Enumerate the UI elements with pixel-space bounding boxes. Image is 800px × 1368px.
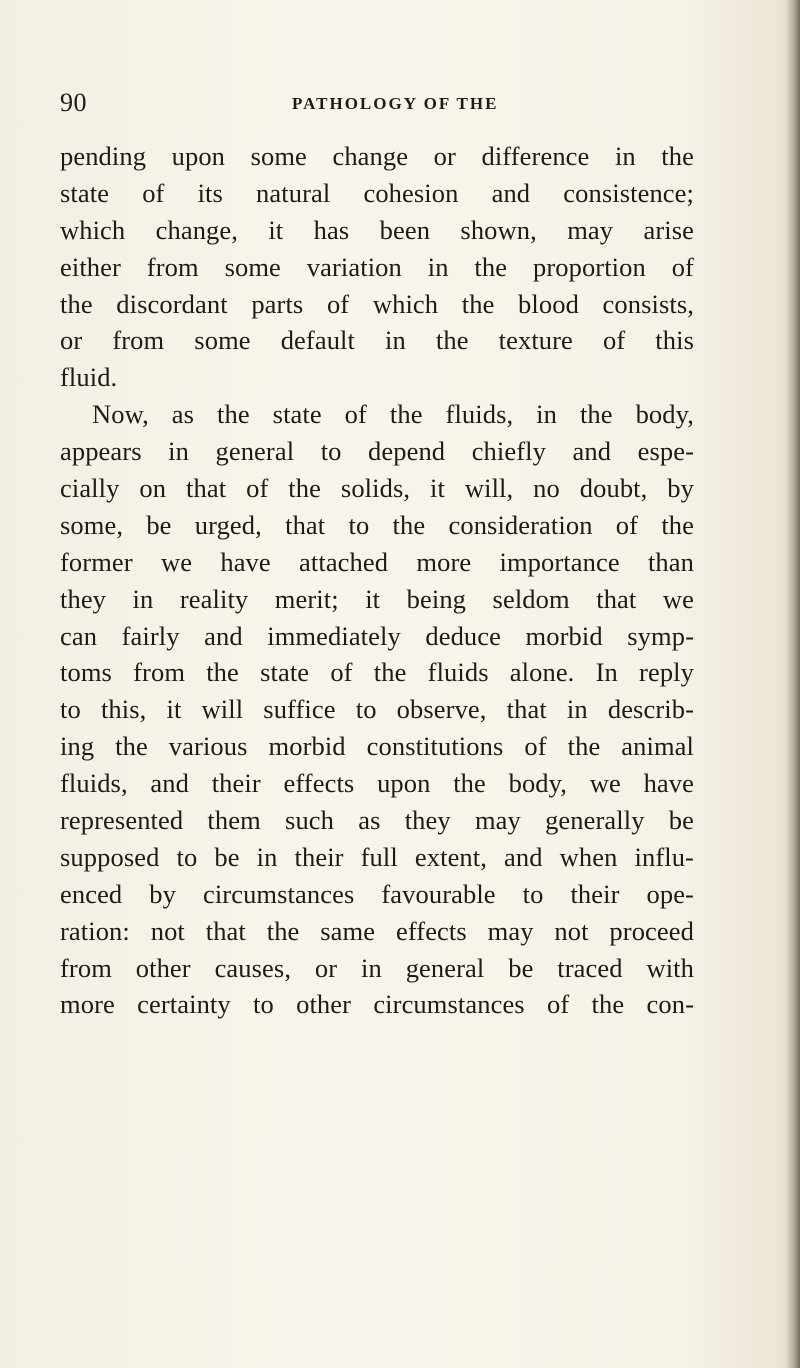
text-line: from other causes, or in general be traced with [60, 952, 694, 983]
text-line: can fairly and immediately deduce morbid symp- [60, 620, 694, 651]
text-line: pending upon some change or difference in the [60, 141, 694, 171]
page-number: 90 [60, 88, 87, 117]
text-line: appears in general to depend chiefly and espe- [60, 436, 694, 467]
text-line: state of its natural cohesion and consistence; [60, 177, 694, 208]
text-line: more certainty to other circumstances of the con- [60, 989, 694, 1020]
text-line: the discordant parts of which the blood consists, [60, 288, 694, 319]
running-head [60, 88, 700, 128]
text-line: fluids, and their effects upon the body, we have [60, 768, 694, 799]
text-line: enced by circumstances favourable to their ope- [60, 878, 694, 909]
text-line: which change, it has been shown, may arise [60, 214, 694, 245]
text-line: or from some default in the texture of this [60, 325, 694, 356]
running-title: PATHOLOGY OF THE [292, 94, 499, 113]
text-line: former we have attached more importance than [60, 546, 694, 577]
text-line: to this, it will suffice to observe, that in describ- [60, 694, 694, 725]
text-line: some, be urged, that to the consideration of the [60, 509, 694, 540]
text-line: toms from the state of the fluids alone. In reply [60, 657, 694, 688]
text-line: fluid. [60, 362, 118, 393]
text-line: represented them such as they may generally be [60, 805, 694, 836]
page-binding-shadow [786, 0, 800, 1368]
text-line: Now, as the state of the fluids, in the body, [92, 399, 694, 430]
text-line: cially on that of the solids, it will, no doubt, by [60, 473, 694, 504]
text-line: either from some variation in the proportion of [60, 251, 694, 282]
text-line: they in reality merit; it being seldom that we [60, 583, 694, 614]
text-line: ration: not that the same effects may not proceed [60, 915, 694, 946]
text-line: supposed to be in their full extent, and when influ- [60, 841, 694, 872]
body-text [60, 138, 694, 1023]
text-line: ing the various morbid constitutions of the animal [60, 731, 694, 762]
